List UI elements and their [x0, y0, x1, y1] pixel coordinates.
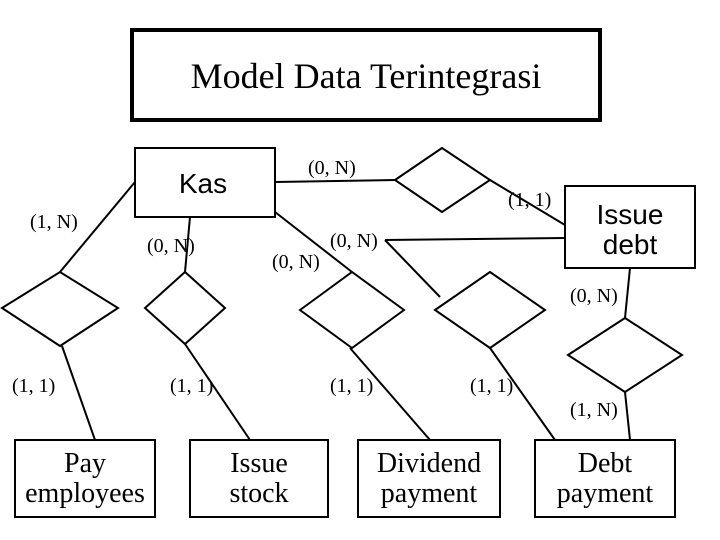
- cardinality-debt-payment-rel-left: (1, 1): [470, 375, 514, 397]
- cardinality-kas-issue-stock: (0, N): [147, 235, 195, 257]
- relationship-pay-employees-diamond: [2, 272, 118, 346]
- cardinality-kas-dividend-left: (0, N): [272, 251, 320, 273]
- line-kas-to-issue-rel: [275, 180, 395, 182]
- relationship-dividend-payment-diamond: [300, 272, 404, 348]
- entity-issue-debt-label-line1: Issue: [596, 199, 664, 230]
- entity-debt-payment-label-line1: Debt: [577, 448, 633, 479]
- relationship-issue-stock-diamond: [145, 272, 225, 344]
- line-kas-to-debtpay-rel: [385, 238, 565, 240]
- cardinality-kas-dividend-right: (0, N): [330, 230, 378, 252]
- cardinality-issue-debt-rel: (1, 1): [508, 189, 552, 211]
- line-pay-rel-to-pay-employees: [62, 346, 95, 440]
- entity-pay-employees-label-line2: employees: [25, 478, 145, 509]
- relationship-issue-debt-diamond: [395, 148, 490, 212]
- cardinality-dividend-payment-rel: (1, 1): [330, 375, 374, 397]
- relationship-issue-debt-payment-diamond: [568, 318, 682, 392]
- entity-pay-employees-label-line1: Pay: [64, 448, 106, 479]
- entity-issue-debt-label-line2: debt: [602, 229, 658, 260]
- cardinality-pay-employees-rel: (1, 1): [12, 375, 56, 397]
- relationship-debt-payment-diamond: [435, 272, 545, 348]
- entity-issue-stock-label-line1: Issue: [230, 448, 288, 479]
- entity-dividend-payment-label-line2: payment: [380, 478, 478, 509]
- entity-issue-stock-label-line2: stock: [229, 478, 289, 509]
- line-debt-rel-to-debt-payment: [625, 392, 630, 440]
- entity-kas-label: Kas: [178, 168, 228, 199]
- entity-debt-payment-label-line2: payment: [556, 478, 654, 509]
- cardinality-debt-payment-rel-right: (1, N): [570, 399, 618, 421]
- line-debtpay-connector: [385, 240, 440, 297]
- diagram-title: Model Data Terintegrasi: [190, 56, 542, 96]
- cardinality-kas-issue-debt: (0, N): [308, 157, 356, 179]
- entity-dividend-payment-label-line1: Dividend: [376, 448, 482, 479]
- cardinality-kas-pay-employees: (1, N): [30, 211, 78, 233]
- cardinality-issue-stock-rel: (1, 1): [170, 375, 214, 397]
- cardinality-issue-debt-debt-payment: (0, N): [570, 285, 618, 307]
- line-issue-debt-to-debt-rel: [625, 268, 630, 318]
